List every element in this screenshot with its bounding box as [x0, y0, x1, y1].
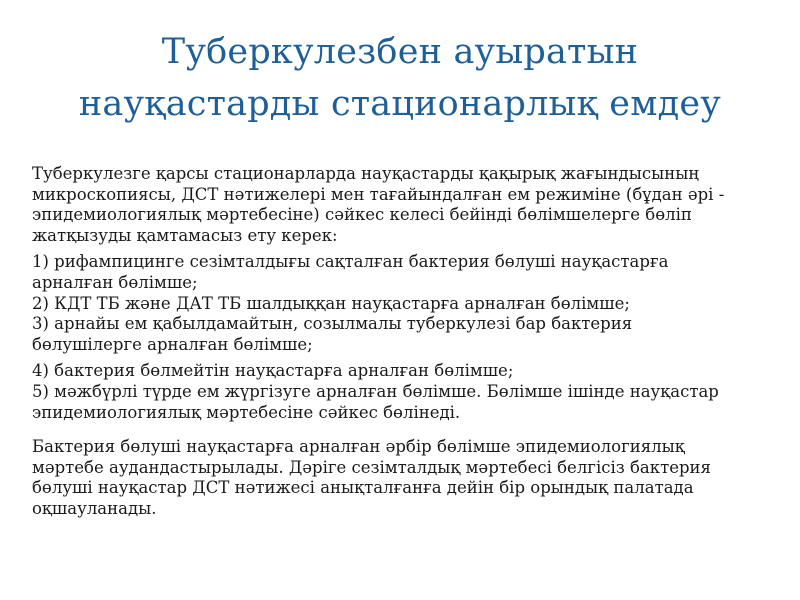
closing-line: бөлуші науқастар ДСТ нәтижесі анықталғанға дейін бір орындық палатада: [32, 478, 694, 498]
slide-title-line-2: науқастарды стационарлық емдеу: [78, 84, 722, 124]
list-item-line: 4) бактерия бөлмейтін науқастарға арналған бөлімше;: [32, 361, 514, 381]
intro-line: Туберкулезге қарсы стационарларда науқастарды қақырық жағындысының: [32, 164, 699, 183]
spacer: [32, 423, 780, 437]
list-item-line: 3) арнайы ем қабылдамайтын, созылмалы туберкулезі бар бактерия: [32, 314, 633, 334]
list-item-line: 5) мәжбүрлі түрде ем жүргізуге арналған бөлімше. Бөлімше ішінде науқастар: [32, 381, 719, 401]
intro-line: микроскопиясы, ДСТ нәтижелері мен тағайындалған ем режиміне (бұдан әрі -: [32, 184, 725, 204]
closing-line: оқшауланады.: [32, 498, 157, 518]
list-item-line: 1) рифампицинге сезімталдығы сақталған бактерия бөлуші науқастарға: [32, 252, 669, 272]
slide-body: [32, 164, 780, 520]
intro-line: жатқызуды қамтамасыз ету керек:: [32, 225, 338, 245]
list-item-line: эпидемиологиялық мәртебесіне сәйкес бөлінеді.: [32, 402, 461, 422]
list-item-line: бөлушілерге арналған бөлімше;: [32, 334, 313, 354]
closing-line: мәртебе аудандастырылады. Дәріге сезімталдық мәртебесі белгісіз бактерия: [32, 457, 711, 477]
list-item-line: арналған бөлімше;: [32, 272, 198, 292]
closing-paragraph: [32, 437, 780, 519]
department-list-b: [32, 361, 780, 423]
intro-paragraph: [32, 164, 780, 246]
intro-line: эпидемиологиялық мәртебесіне) сәйкес келесі бейінді бөлімшелерге бөліп: [32, 205, 692, 225]
slide-title: [40, 26, 760, 130]
department-list-a: [32, 252, 780, 355]
closing-line: Бактерия бөлуші науқастарға арналған әрбір бөлімше эпидемиологиялық: [32, 437, 685, 457]
list-item-line: 2) КДТ ТБ және ДАТ ТБ шалдыққан науқастарға арналған бөлімше;: [32, 293, 630, 313]
slide-title-line-1: Туберкулезбен ауыратын: [161, 32, 639, 72]
